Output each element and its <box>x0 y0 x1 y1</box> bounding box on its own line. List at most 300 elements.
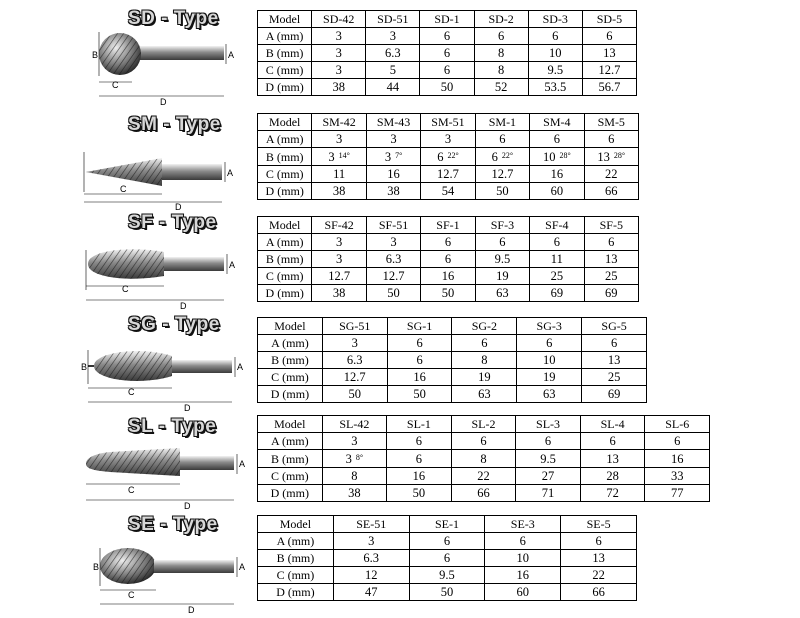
column-header: SG-5 <box>582 318 647 335</box>
cell-value: 12 <box>364 568 378 582</box>
row-label <box>258 148 312 166</box>
type-title: SE - Type <box>128 514 218 535</box>
cell-value: 6 <box>416 336 423 350</box>
cell-value: 63 <box>478 387 491 401</box>
table-cell <box>333 533 409 550</box>
cell-value: 6.3 <box>363 551 379 565</box>
tool-diagram-sl <box>80 420 245 514</box>
table-cell <box>312 45 366 62</box>
row-label <box>258 450 323 468</box>
type-title: SG - Type <box>128 314 220 335</box>
cell-value: 53.5 <box>544 80 567 94</box>
table-cell <box>409 567 485 584</box>
cell-value: 3 <box>351 336 358 350</box>
row-label <box>258 369 323 386</box>
column-header: SE-51 <box>333 516 409 533</box>
cell-value: C (mm) <box>271 370 309 384</box>
dim-label-a: A <box>227 168 234 178</box>
cell-value: 6 <box>415 451 423 466</box>
table-row <box>258 369 647 386</box>
table-cell <box>528 45 582 62</box>
cell-value: 50 <box>412 486 426 500</box>
cell-value: C (mm) <box>265 63 304 77</box>
table-cell <box>312 234 366 251</box>
table-cell <box>528 28 582 45</box>
row-label <box>258 485 323 502</box>
table-cell <box>580 485 645 502</box>
cell-value: 77 <box>670 486 684 500</box>
cell-value: 19 <box>496 269 509 283</box>
cell-value: 9.5 <box>494 252 511 266</box>
table-cell <box>312 166 366 183</box>
cell-value: 72 <box>606 486 619 500</box>
cell-value: 27 <box>541 469 555 483</box>
cell-value: 6 <box>608 235 615 249</box>
cell-value: 19 <box>478 370 491 384</box>
table-header-row <box>258 11 637 28</box>
cell-value: 6 <box>553 235 560 249</box>
column-header: SE-3 <box>485 516 561 533</box>
cell-value: 13 <box>603 46 616 60</box>
dim-label-d: D <box>180 301 187 311</box>
cell-value: D (mm) <box>270 387 310 401</box>
table-cell <box>584 285 638 302</box>
cell-value: 6 <box>498 29 505 43</box>
cell-value: 25 <box>607 370 621 384</box>
cell-value: 16 <box>670 451 684 466</box>
table-cell <box>387 386 452 403</box>
cell-value: 50 <box>413 387 426 401</box>
row-label <box>258 45 312 62</box>
cell-value: 6 <box>491 150 498 164</box>
column-header: SG-51 <box>322 318 387 335</box>
cell-value: 28 <box>606 469 619 483</box>
row-label <box>258 335 323 352</box>
cell-value: 50 <box>440 80 454 94</box>
table-cell <box>645 450 710 468</box>
table-cell <box>582 369 647 386</box>
table-cell <box>530 268 584 285</box>
column-header-model: Model <box>258 114 312 131</box>
table-cell <box>584 251 638 268</box>
cell-value: D (mm) <box>276 585 315 599</box>
cell-value: 6.3 <box>346 353 363 367</box>
cell-value: 6 <box>606 29 613 43</box>
table-cell <box>475 166 529 183</box>
table-row <box>258 28 637 45</box>
cell-value: 3 <box>444 132 452 146</box>
row-label <box>258 433 323 450</box>
table-cell <box>561 550 637 567</box>
cell-value: 3 <box>351 434 358 448</box>
table-cell <box>475 251 529 268</box>
table-header-row <box>258 114 639 131</box>
table-row <box>258 533 637 550</box>
dim-label-c: C <box>128 590 135 600</box>
table-cell <box>366 28 420 45</box>
cell-value: 10 <box>542 150 556 164</box>
table-cell <box>474 62 528 79</box>
cell-value: 38 <box>332 80 345 94</box>
table-cell <box>474 28 528 45</box>
table-cell <box>366 285 420 302</box>
row-label <box>258 386 323 403</box>
cell-value: 9.5 <box>439 568 455 582</box>
cell-value: 10 <box>516 551 530 565</box>
cell-value: 3 <box>335 46 342 60</box>
cell-value: 3 <box>336 252 343 266</box>
cell-value: 6 <box>443 46 451 60</box>
table-cell <box>366 166 420 183</box>
table-row <box>258 584 637 601</box>
table-cell <box>421 234 475 251</box>
row-label <box>258 584 334 601</box>
table-cell <box>530 148 584 166</box>
table-row <box>258 550 637 567</box>
table-cell <box>420 45 474 62</box>
cell-value: D (mm) <box>265 80 304 94</box>
table-cell <box>387 485 452 502</box>
spec-table-sm <box>257 113 639 200</box>
tool-diagram-sd <box>80 8 240 108</box>
table-cell <box>451 450 516 468</box>
spec-table-sl <box>257 415 710 502</box>
cell-value: 6 <box>519 534 526 548</box>
cell-value: 6 <box>437 150 444 164</box>
cell-value: 10 <box>542 353 556 367</box>
table-cell <box>582 62 636 79</box>
cell-value: 3 <box>390 235 397 249</box>
type-title: SF - Type <box>128 212 217 233</box>
column-header: SF-4 <box>530 217 584 234</box>
cell-value: 71 <box>541 486 555 500</box>
table-cell <box>645 433 710 450</box>
table-cell <box>475 234 529 251</box>
cell-value: A (mm) <box>265 29 304 43</box>
table-cell <box>322 485 387 502</box>
row-label <box>258 567 334 584</box>
table-row <box>258 45 637 62</box>
tool-diagram-sg <box>80 322 245 416</box>
table-cell <box>421 131 475 148</box>
cell-value: 5 <box>389 63 396 77</box>
cell-value: 12.7 <box>598 63 621 77</box>
cell-value: 16 <box>412 469 426 483</box>
table-cell <box>409 533 485 550</box>
dim-label-a: A <box>239 562 245 572</box>
cell-value: 8 <box>498 63 505 77</box>
table-cell <box>485 584 561 601</box>
cell-value: 6 <box>544 434 552 448</box>
spec-table-sf <box>257 216 639 302</box>
cell-value: 11 <box>333 167 346 181</box>
table-cell <box>420 79 474 96</box>
cell-value: 38 <box>348 486 361 500</box>
cell-value: 6 <box>552 29 559 43</box>
cell-value: 22 <box>477 469 490 483</box>
table-cell <box>517 386 582 403</box>
column-header: SF-1 <box>421 217 475 234</box>
cell-value: 3 <box>328 150 335 164</box>
table-cell <box>584 268 638 285</box>
column-header-model: Model <box>258 516 334 533</box>
cell-value: 3 <box>384 150 392 164</box>
cell-value: 13 <box>592 551 605 565</box>
angle-label: 28° <box>559 151 571 160</box>
table-cell <box>366 251 420 268</box>
column-header: SM-1 <box>475 114 529 131</box>
column-header: SD-1 <box>420 11 474 28</box>
column-header: SD-5 <box>582 11 636 28</box>
column-header: SF-51 <box>366 217 420 234</box>
table-cell <box>451 485 516 502</box>
cell-value: 6 <box>610 336 618 350</box>
row-label <box>258 352 323 369</box>
table-cell <box>485 567 561 584</box>
table-header-row <box>258 516 637 533</box>
cell-value: 12.7 <box>328 269 351 283</box>
table-cell <box>312 79 366 96</box>
table-cell <box>516 468 581 485</box>
table-cell <box>485 533 561 550</box>
column-header-model: Model <box>258 416 323 433</box>
spec-table-se <box>257 515 637 601</box>
dim-label-d: D <box>160 97 167 107</box>
cell-value: 56.7 <box>598 80 621 94</box>
table-cell <box>322 386 387 403</box>
row-label <box>258 268 312 285</box>
column-header: SF-3 <box>475 217 529 234</box>
dim-label-d: D <box>175 202 182 212</box>
cell-value: 10 <box>549 46 562 60</box>
cell-value: 52 <box>494 80 508 94</box>
table-row <box>258 166 639 183</box>
column-header: SE-5 <box>561 516 637 533</box>
column-header: SD-2 <box>474 11 528 28</box>
table-cell <box>530 166 584 183</box>
column-header: SG-2 <box>452 318 517 335</box>
column-header: SF-5 <box>584 217 638 234</box>
dim-label-c: C <box>128 485 135 495</box>
cell-value: 13 <box>606 451 619 466</box>
cell-value: 6 <box>443 63 451 77</box>
table-cell <box>530 285 584 302</box>
cell-value: 19 <box>542 370 556 384</box>
cell-value: A (mm) <box>271 336 309 350</box>
cell-value: 60 <box>550 184 564 198</box>
angle-label: 8° <box>355 453 364 462</box>
cell-value: 50 <box>440 585 454 599</box>
table-cell <box>421 285 475 302</box>
table-cell <box>452 352 517 369</box>
cell-value: A (mm) <box>265 132 304 146</box>
table-cell <box>366 234 420 251</box>
table-cell <box>366 45 420 62</box>
cell-value: 12.7 <box>343 370 366 384</box>
column-header: SD-42 <box>312 11 366 28</box>
table-row <box>258 386 647 403</box>
table-cell <box>312 62 366 79</box>
table-row <box>258 485 710 502</box>
dim-label-a: A <box>229 260 236 270</box>
cell-value: 6 <box>443 551 451 565</box>
type-title: SM - Type <box>128 114 221 135</box>
cell-value: C (mm) <box>276 568 315 582</box>
table-cell <box>582 28 636 45</box>
column-header-model: Model <box>258 217 312 234</box>
table-cell <box>584 131 638 148</box>
cell-value: 50 <box>496 184 509 198</box>
spec-table-sd <box>257 10 637 96</box>
cell-value: 8 <box>480 451 487 466</box>
cell-value: 16 <box>387 167 400 181</box>
cell-value: C (mm) <box>270 469 309 483</box>
table-cell <box>485 550 561 567</box>
column-header: SM-4 <box>530 114 584 131</box>
cell-value: 6 <box>608 132 615 146</box>
cell-value: 8 <box>481 353 488 367</box>
table-cell <box>452 335 517 352</box>
table-cell <box>312 131 366 148</box>
table-cell <box>333 584 409 601</box>
dim-label-a: A <box>237 362 244 372</box>
cell-value: B (mm) <box>276 551 315 565</box>
cell-value: 50 <box>387 286 400 300</box>
cell-value: B (mm) <box>265 149 304 164</box>
cell-value: B (mm) <box>265 46 304 60</box>
table-cell <box>322 352 387 369</box>
cell-value: A (mm) <box>276 534 315 548</box>
table-cell <box>561 567 637 584</box>
cell-value: 9.5 <box>540 451 556 466</box>
table-row <box>258 450 710 468</box>
table-cell <box>645 485 710 502</box>
table-cell <box>421 183 475 200</box>
cell-value: 6 <box>444 252 452 266</box>
table-cell <box>582 386 647 403</box>
column-header: SD-3 <box>528 11 582 28</box>
type-title: SD - Type <box>128 8 219 29</box>
table-cell <box>420 62 474 79</box>
cell-value: 6.3 <box>385 252 402 266</box>
table-cell <box>474 79 528 96</box>
table-cell <box>366 131 420 148</box>
cell-value: 6 <box>674 434 681 448</box>
table-row <box>258 468 710 485</box>
angle-label: 22° <box>501 151 514 160</box>
dim-label-d: D <box>184 403 191 413</box>
table-cell <box>312 183 366 200</box>
table-header-row <box>258 318 647 335</box>
cell-value: 11 <box>550 252 563 266</box>
table-cell <box>333 567 409 584</box>
table-cell <box>387 352 452 369</box>
cell-value: 3 <box>335 63 342 77</box>
table-cell <box>582 335 647 352</box>
table-cell <box>475 285 529 302</box>
table-header-row <box>258 217 639 234</box>
cell-value: 6 <box>416 353 423 367</box>
table-cell <box>561 533 637 550</box>
cell-value: 8 <box>498 46 505 60</box>
table-cell <box>584 234 638 251</box>
table-cell <box>530 131 584 148</box>
angle-label: 28° <box>613 151 626 160</box>
table-cell <box>312 148 366 166</box>
table-cell <box>421 166 475 183</box>
table-row <box>258 285 639 302</box>
cell-value: 50 <box>348 387 361 401</box>
dim-label-c: C <box>122 284 129 294</box>
table-cell <box>451 433 516 450</box>
column-header: SD-51 <box>366 11 420 28</box>
table-row <box>258 335 647 352</box>
cell-value: 6 <box>443 534 451 548</box>
cell-value: 50 <box>441 286 455 300</box>
table-cell <box>530 234 584 251</box>
cell-value: D (mm) <box>270 486 309 500</box>
row-label <box>258 183 312 200</box>
table-cell <box>475 131 529 148</box>
table-cell <box>516 485 581 502</box>
dim-label-a: A <box>239 459 245 469</box>
dim-label-a: A <box>228 50 235 60</box>
column-header: SM-42 <box>312 114 366 131</box>
table-cell <box>366 148 420 166</box>
table-cell <box>530 251 584 268</box>
table-cell <box>475 183 529 200</box>
table-cell <box>530 183 584 200</box>
table-row <box>258 79 637 96</box>
table-row <box>258 131 639 148</box>
table-cell <box>322 433 387 450</box>
cell-value: 6 <box>499 132 506 146</box>
table-cell <box>584 166 638 183</box>
dim-label-d: D <box>188 605 195 615</box>
cell-value: 9.5 <box>547 63 564 77</box>
cell-value: 38 <box>387 184 400 198</box>
cell-value: 44 <box>386 80 400 94</box>
table-cell <box>421 148 475 166</box>
table-cell <box>517 335 582 352</box>
table-cell <box>409 584 485 601</box>
cell-value: 3 <box>390 132 397 146</box>
table-cell <box>645 468 710 485</box>
cell-value: 22 <box>592 568 605 582</box>
cell-value: C (mm) <box>265 269 304 283</box>
cell-value: B (mm) <box>265 252 304 266</box>
cell-value: 16 <box>516 568 530 582</box>
cell-value: 22 <box>605 167 618 181</box>
row-label <box>258 468 323 485</box>
cell-value: 33 <box>670 469 684 483</box>
table-cell <box>580 450 645 468</box>
cell-value: 38 <box>332 286 346 300</box>
column-header-model: Model <box>258 11 312 28</box>
table-cell <box>516 450 581 468</box>
table-cell <box>528 79 582 96</box>
cell-value: 12.7 <box>491 167 514 181</box>
table-cell <box>580 433 645 450</box>
cell-value: 6.3 <box>385 46 401 60</box>
table-cell <box>421 268 475 285</box>
cell-value: 6 <box>609 434 616 448</box>
table-row <box>258 148 639 166</box>
table-cell <box>387 468 452 485</box>
table-cell <box>475 148 529 166</box>
row-label <box>258 62 312 79</box>
table-cell <box>452 369 517 386</box>
